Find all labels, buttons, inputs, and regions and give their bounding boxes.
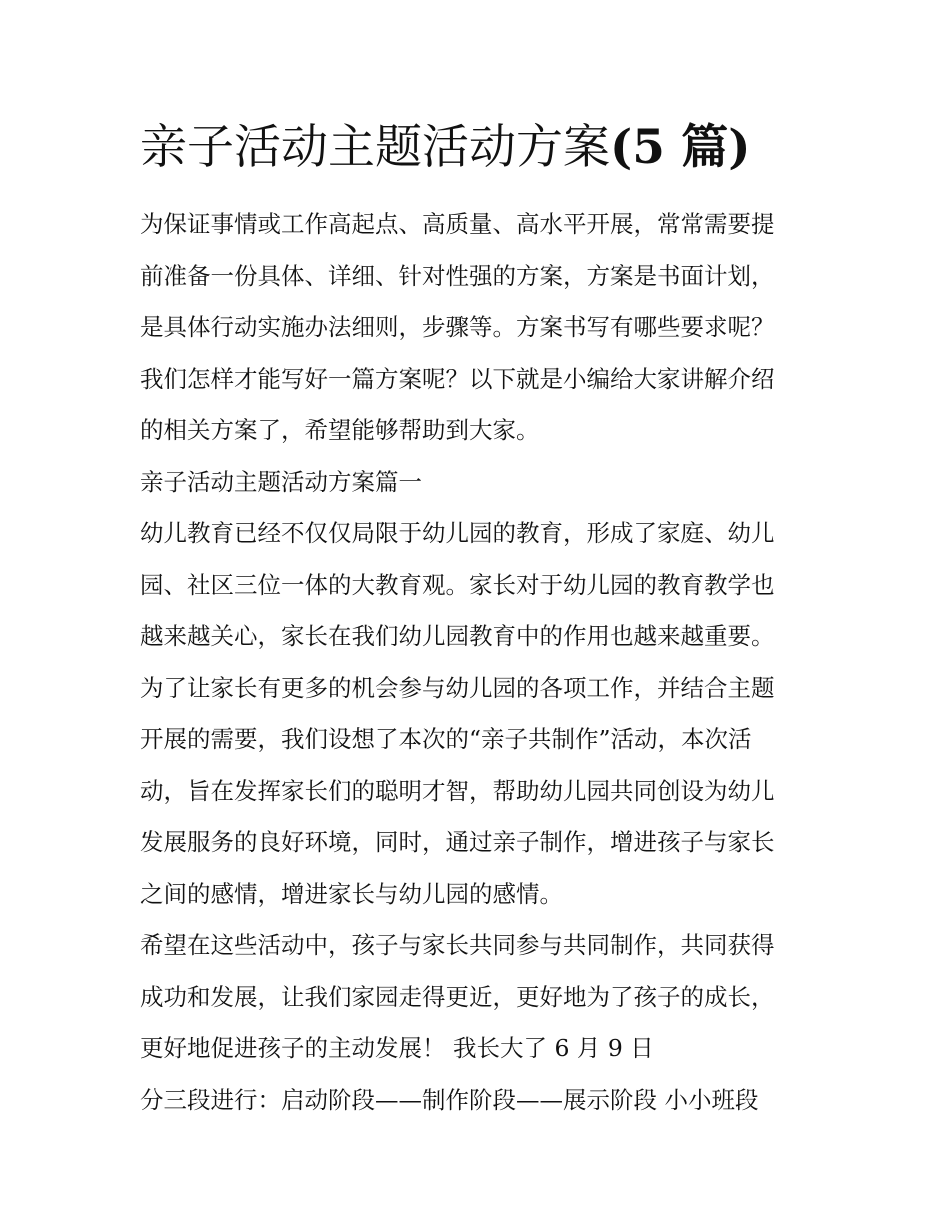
text-line: 动，旨在发挥家长们的聪明才智，帮助幼儿园共同创设为幼儿 bbox=[140, 776, 775, 805]
text-line: 为保证事情或工作高起点、高质量、高水平开展，常常需要提 bbox=[140, 210, 775, 238]
title-main: 亲子活动主题活动方案 bbox=[140, 120, 610, 175]
text-line: 成功和发展，让我们家园走得更近，更好地为了孩子的成长， bbox=[140, 982, 775, 1011]
document-body bbox=[140, 199, 830, 1126]
text-line: 希望在这些活动中，孩子与家长共同参与共同制作，共同获得 bbox=[140, 931, 775, 959]
text-line: 是具体行动实施办法细则，步骤等。方案书写有哪些要求呢？ bbox=[140, 313, 775, 341]
page-title bbox=[140, 118, 751, 178]
text-line: 发展服务的良好环境，同时，通过亲子制作，增进孩子与家长 bbox=[140, 828, 775, 856]
text-line: 为了让家长有更多的机会参与幼儿园的各项工作，并结合主题 bbox=[140, 673, 775, 702]
text-line: 园、社区三位一体的大教育观。家长对于幼儿园的教育教学也 bbox=[140, 570, 775, 599]
text-line: 更好地促进孩子的主动发展！ 我长大了 6 月 9 日 bbox=[140, 1034, 654, 1062]
section-heading: 亲子活动主题活动方案篇一 bbox=[140, 467, 422, 496]
text-line: 开展的需要，我们设想了本次的“亲子共制作”活动，本次活 bbox=[140, 725, 752, 753]
text-line: 我们怎样才能写好一篇方案呢？以下就是小编给大家讲解介绍 bbox=[140, 364, 775, 393]
text-line: 的相关方案了，希望能够帮助到大家。 bbox=[140, 416, 540, 444]
text-line: 之间的感情，增进家长与幼儿园的感情。 bbox=[140, 879, 563, 908]
title-suffix: (5 篇) bbox=[610, 120, 751, 175]
text-line: 分三段进行：启动阶段——制作阶段——展示阶段 小小班段 bbox=[140, 1085, 759, 1114]
text-line: 越来越关心，家长在我们幼儿园教育中的作用也越来越重要。 bbox=[140, 622, 775, 650]
text-line: 前准备一份具体、详细、针对性强的方案，方案是书面计划， bbox=[140, 261, 775, 290]
text-line: 幼儿教育已经不仅仅局限于幼儿园的教育，形成了家庭、幼儿 bbox=[140, 519, 775, 547]
